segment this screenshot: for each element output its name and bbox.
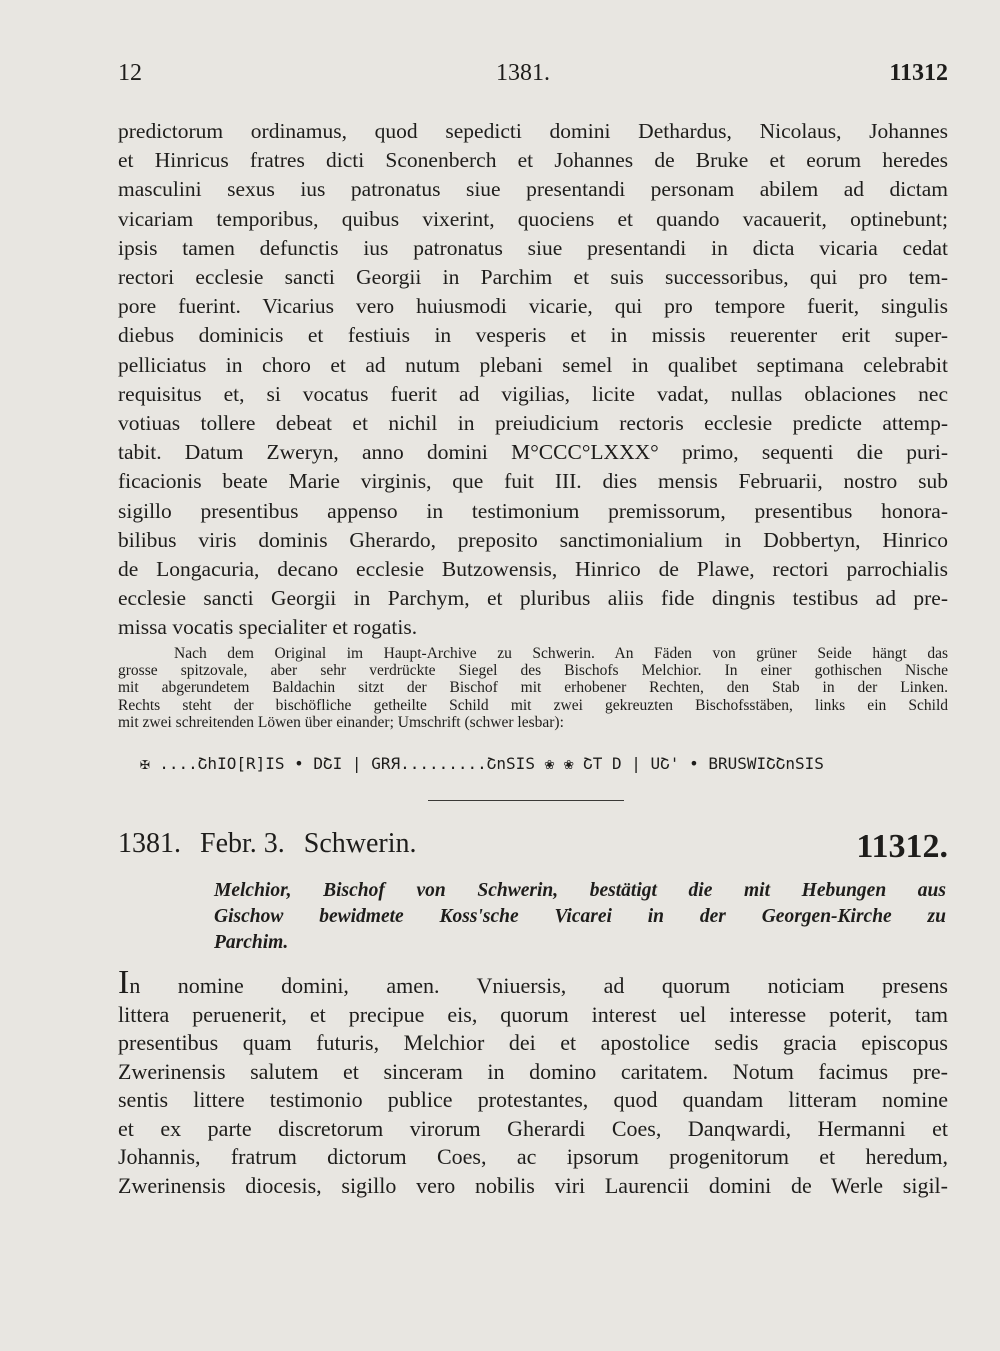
initial-letter: I <box>118 964 130 1001</box>
text-line: pore fuerint. Vicarius vero huiusmodi vicarie, qui pro tempore fuerit, singulis <box>118 294 948 319</box>
text-line: ipsis tamen defunctis ius patronatus siue presentandi in dicta vicaria cedat <box>118 235 948 260</box>
document-heading <box>118 828 948 868</box>
note-line: grosse spitzovale, aber sehr verdrückte Siegel des Bischofs Melchior. In einer gothischen Nische <box>118 662 948 680</box>
text-line: predictorum ordinamus, quod sepedicti domini Dethardus, Nicolaus, Johannes <box>118 119 948 143</box>
editorial-note <box>118 645 948 731</box>
note-line: mit zwei schreitenden Löwen über einander; Umschrift (schwer lesbar): <box>118 713 564 731</box>
text-line: ficacionis beate Marie virginis, que fuit III. dies mensis Februarii, nostro sub <box>118 469 948 494</box>
text-line: ecclesie sancti Georgii in Parchym, et pluribus aliis fide dingnis testibus ad pre- <box>118 586 948 611</box>
header-document-number: 11312 <box>889 60 948 86</box>
text-line: votiuas tollere debeat et nichil in preiudicium rectoris ecclesie predicte attemp- <box>118 411 948 436</box>
document-year: 1381. <box>118 828 181 859</box>
text-line: bilibus viris dominis Gherardo, preposito sanctimonialium in Dobbertyn, Hinrico <box>118 527 948 552</box>
text-line: Johannis, fratrum dictorum Coes, ac ipsorum progenitorum et heredum, <box>118 1144 948 1169</box>
text-line: de Longacuria, decano ecclesie Butzowensis, Hinrico de Plawe, rectori parrochialis <box>118 557 948 582</box>
note-line: Nach dem Original im Haupt-Archive zu Schwerin. An Fäden von grüner Seide hängt das <box>174 645 948 662</box>
document-summary <box>214 878 946 956</box>
running-header <box>118 60 948 96</box>
text-line <box>118 964 948 1001</box>
first-line-text: n nomine domini, amen. Vniuersis, ad quorum noticiam presens <box>129 973 948 998</box>
text-line: pelliciatus in choro et ad nutum plebani semel in qualibet septimana celebrabit <box>118 352 948 377</box>
summary-line: Gischow bewidmete Koss'sche Vicarei in der Georgen-Kirche zu <box>214 906 946 927</box>
seal-inscription: ✠ ....ՇhIO[R]IS • DՇI | GRЯ.........ՇnSIS ❀ ❀ ՇT D | UՇ' • BRUSWIՇՇnSIS <box>140 754 824 773</box>
text-line: rectori ecclesie sancti Georgii in Parchim et suis successoribus, qui pro tem- <box>118 265 948 290</box>
page-number: 12 <box>118 60 142 86</box>
text-line: Zwerinensis diocesis, sigillo vero nobilis viri Laurencii domini de Werle sigil- <box>118 1172 948 1198</box>
text-line: sigillo presentibus appenso in testimonium premissorum, presentibus honora- <box>118 498 948 523</box>
text-line: presentibus quam futuris, Melchior dei et apostolice sedis gracia episcopus <box>118 1030 948 1055</box>
document-date: Febr. 3. <box>200 828 285 859</box>
document-number: 11312. <box>856 828 948 865</box>
text-line: littera peruenerit, et precipue eis, quorum interest uel interesse poterit, tam <box>118 1001 948 1027</box>
header-year: 1381. <box>496 60 550 86</box>
text-line: sentis littere testimonio publice protestantes, quod quandam litteram nomine <box>118 1087 948 1112</box>
text-line: requisitus et, si vocatus fuerit ad vigilias, licite vadat, nullas oblaciones nec <box>118 381 948 406</box>
summary-line: Parchim. <box>214 932 289 953</box>
text-line: et Hinricus fratres dicti Sconenberch et Johannes de Bruke et eorum heredes <box>118 148 948 173</box>
previous-document-text <box>118 117 948 643</box>
text-line: masculini sexus ius patronatus siue presentandi personam abilem ad dictam <box>118 177 948 202</box>
text-line: tabit. Datum Zweryn, anno domini M°CCC°LXXX° primo, sequenti die puri- <box>118 440 948 465</box>
note-line: Rechts steht der bischöfliche getheilte Schild mit zwei gekreuzten Bischofsstäben, links ein Schild <box>118 696 948 714</box>
text-line: missa vocatis specialiter et rogatis. <box>118 615 418 640</box>
document-text <box>118 964 948 1200</box>
text-line: vicariam temporibus, quibus vixerint, quociens et quando vacauerit, optinebunt; <box>118 206 948 231</box>
text-line: et ex parte discretorum virorum Gherardi Coes, Danqwardi, Hermanni et <box>118 1115 948 1141</box>
summary-line: Melchior, Bischof von Schwerin, bestätigt die mit Hebungen aus <box>214 880 946 901</box>
section-divider <box>428 800 624 801</box>
text-line: diebus dominicis et festiuis in vesperis et in missis reuerenter erit super- <box>118 323 948 348</box>
note-line: mit abgerundetem Baldachin sitzt der Bischof mit erhobener Rechten, den Stab in der Linken. <box>118 679 948 697</box>
text-line: Zwerinensis salutem et sinceram in domino caritatem. Notum facimus pre- <box>118 1058 948 1084</box>
document-place: Schwerin. <box>303 828 417 859</box>
